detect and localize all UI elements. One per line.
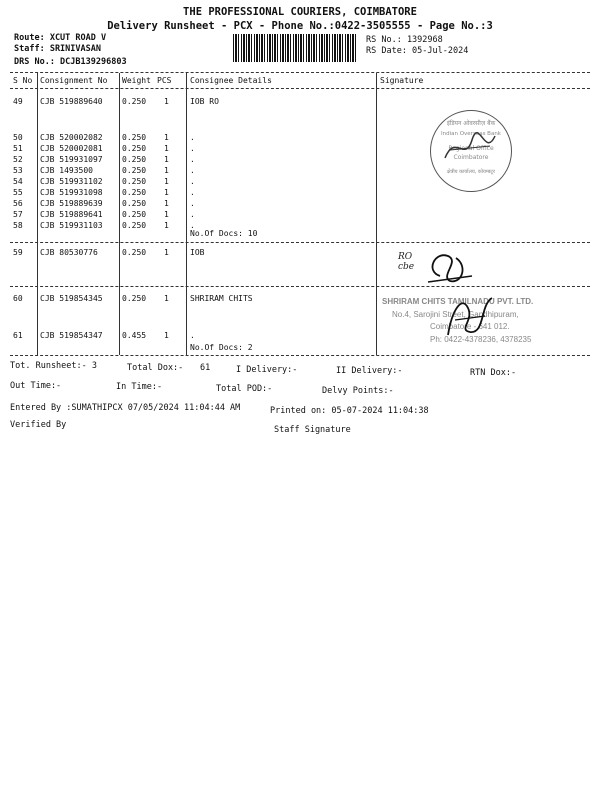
row-consignment: CJB 519854345: [40, 294, 103, 303]
total-pod: Total POD:-: [216, 384, 273, 394]
row-details: .: [190, 188, 195, 197]
company-stamp-line: Coimbatore - 641 012.: [430, 322, 510, 331]
row-sno: 53: [13, 166, 23, 175]
divider: [10, 242, 590, 243]
row-pcs: 1: [164, 97, 169, 106]
table-row: [0, 221, 600, 232]
row-details: IOB: [190, 248, 205, 257]
row-pcs: 1: [164, 155, 169, 164]
col-sno: S No: [13, 76, 33, 85]
table-row: [0, 97, 600, 108]
row-consignment: CJB 519889639: [40, 199, 103, 208]
docs-count: No.Of Docs: 10: [190, 229, 258, 238]
row-weight: 0.250: [122, 133, 147, 142]
row-sno: 52: [13, 155, 23, 164]
row-sno: 51: [13, 144, 23, 153]
row-pcs: 1: [164, 188, 169, 197]
row-sno: 54: [13, 177, 23, 186]
in-time: In Time:-: [116, 382, 163, 392]
row-details: IOB RO: [190, 97, 219, 106]
docs-count: No.Of Docs: 2: [190, 343, 253, 352]
row-pcs: 1: [164, 133, 169, 142]
entered-by: Entered By :SUMATHIPCX 07/05/2024 11:04:44 AM: [10, 403, 241, 413]
row-pcs: 1: [164, 294, 169, 303]
stamp-text: क्षेत्रीय कार्यालय, कोयम्बटूर: [446, 169, 495, 175]
route-label: Route: XCUT ROAD V: [14, 33, 107, 43]
row-sno: 57: [13, 210, 23, 219]
rtn-dox: RTN Dox:-: [470, 368, 517, 378]
row-details: .: [190, 166, 195, 175]
row-pcs: 1: [164, 199, 169, 208]
row-consignment: CJB 519889640: [40, 97, 103, 106]
ii-delivery: II Delivery:-: [336, 366, 403, 376]
row-consignment: CJB 519854347: [40, 331, 103, 340]
row-sno: 60: [13, 294, 23, 303]
row-details: .: [190, 133, 195, 142]
divider: [10, 72, 590, 73]
row-weight: 0.250: [122, 221, 147, 230]
row-details: .: [190, 155, 195, 164]
delvy-points: Delvy Points:-: [322, 386, 394, 396]
row-consignment: CJB 80530776: [40, 248, 98, 257]
table-row: [0, 210, 600, 221]
row-weight: 0.250: [122, 294, 147, 303]
row-pcs: 1: [164, 331, 169, 340]
row-sno: 56: [13, 199, 23, 208]
row-consignment: CJB 519889641: [40, 210, 103, 219]
row-details: .: [190, 177, 195, 186]
row-details: .: [190, 221, 195, 230]
row-consignment: CJB 519931103: [40, 221, 103, 230]
row-consignment: CJB 520002081: [40, 144, 103, 153]
row-weight: 0.250: [122, 188, 147, 197]
signature-scribble: [420, 246, 480, 286]
row-sno: 50: [13, 133, 23, 142]
staff-label: Staff: SRINIVASAN: [14, 44, 101, 54]
row-weight: 0.250: [122, 166, 147, 175]
row-weight: 0.250: [122, 210, 147, 219]
company-stamp-line: No.4, Sarojini Street, Gandhipuram,: [392, 310, 519, 319]
col-consignment: Consignment No: [40, 76, 108, 85]
table-row: [0, 248, 600, 259]
verified-by: Verified By: [10, 420, 67, 430]
out-time: Out Time:-: [10, 381, 62, 391]
row-consignment: CJB 519931098: [40, 188, 103, 197]
col-signature: Signature: [380, 76, 424, 85]
row-consignment: CJB 1493500: [40, 166, 93, 175]
total-dox-label: Total Dox:-: [127, 363, 184, 373]
signature-scribble: [440, 128, 500, 168]
rs-number: RS No.: 1392968: [366, 35, 443, 45]
col-consignee: Consignee Details: [190, 76, 272, 85]
stamp-text: Coimbatore: [453, 154, 489, 161]
rs-date: RS Date: 05-Jul-2024: [366, 46, 469, 56]
row-details: .: [190, 331, 195, 340]
company-title: THE PROFESSIONAL COURIERS, COIMBATORE: [183, 6, 417, 18]
row-pcs: 1: [164, 248, 169, 257]
row-consignment: CJB 520002082: [40, 133, 103, 142]
col-pcs: PCS: [157, 76, 172, 85]
signature-scribble: [440, 290, 500, 340]
table-row: [0, 199, 600, 210]
row-sno: 58: [13, 221, 23, 230]
row-weight: 0.250: [122, 155, 147, 164]
row-sno: 49: [13, 97, 23, 106]
row-sno: 55: [13, 188, 23, 197]
table-row: [0, 177, 600, 188]
col-weight: Weight: [122, 76, 151, 85]
total-dox-value: 61: [200, 363, 211, 373]
row-sno: 61: [13, 331, 23, 340]
barcode: [233, 34, 357, 62]
row-pcs: 1: [164, 166, 169, 175]
staff-signature: Staff Signature: [274, 425, 351, 435]
drs-number: DRS No.: DCJB139296803: [14, 57, 127, 67]
row-details: .: [190, 144, 195, 153]
row-details: .: [190, 199, 195, 208]
row-pcs: 1: [164, 221, 169, 230]
table-header: [0, 76, 600, 87]
row-pcs: 1: [164, 177, 169, 186]
row-consignment: CJB 519931097: [40, 155, 103, 164]
row-weight: 0.455: [122, 331, 147, 340]
divider: [10, 355, 590, 356]
i-delivery: I Delivery:-: [236, 365, 298, 375]
divider: [10, 286, 590, 287]
row-weight: 0.250: [122, 144, 147, 153]
row-weight: 0.250: [122, 199, 147, 208]
row-weight: 0.250: [122, 248, 147, 257]
table-row: [0, 188, 600, 199]
row-details: .: [190, 210, 195, 219]
tot-runsheet: Tot. Runsheet:- 3: [10, 361, 97, 371]
stamp-text: Indian Overseas Bank: [440, 131, 501, 137]
row-consignment: CJB 519931102: [40, 177, 103, 186]
stamp-text: इंडियन ओवरसीज़ बैंक: [446, 120, 496, 127]
divider: [10, 88, 590, 89]
row-weight: 0.250: [122, 177, 147, 186]
row-pcs: 1: [164, 144, 169, 153]
row-details: SHRIRAM CHITS: [190, 294, 253, 303]
row-pcs: 1: [164, 210, 169, 219]
row-weight: 0.250: [122, 97, 147, 106]
stamp-text: Regional Office: [448, 145, 494, 152]
company-stamp-line: SHRIRAM CHITS TAMILNADU PVT. LTD.: [382, 297, 534, 306]
printed-on: Printed on: 05-07-2024 11:04:38: [270, 406, 429, 416]
company-stamp-line: Ph: 0422-4378236, 4378235: [430, 335, 532, 344]
handwritten-note: RO cbe: [398, 252, 415, 272]
runsheet-subtitle: Delivery Runsheet - PCX - Phone No.:0422-3505555 - Page No.:3: [107, 20, 493, 32]
row-sno: 59: [13, 248, 23, 257]
